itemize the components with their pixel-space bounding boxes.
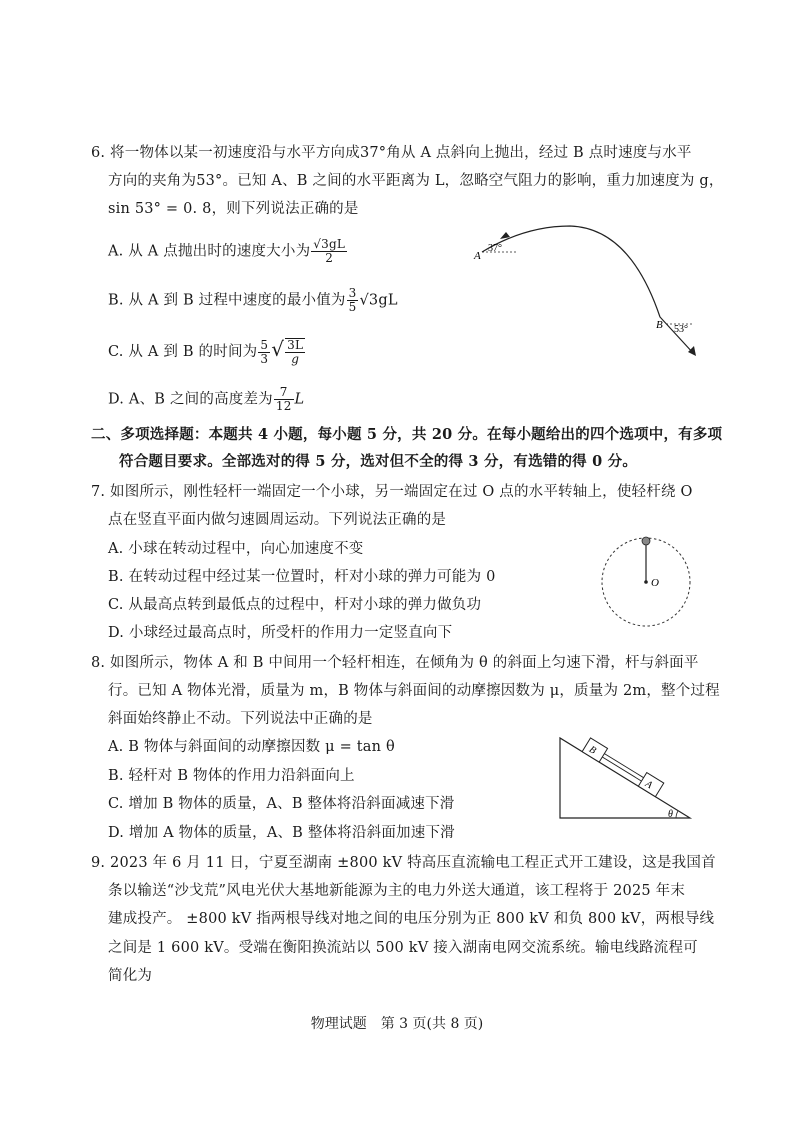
q8-line2: 行。已知 A 物体光滑，质量为 m，B 物体与斜面间的动摩擦因数为 μ，质量为 2m，整个过程: [108, 683, 720, 699]
q6-option-c-denominator: 3: [260, 351, 269, 366]
q6-option-c: [108, 338, 306, 366]
q6-option-d: [108, 386, 304, 413]
q6-label-b: B: [656, 319, 663, 331]
q7-line2: 点在竖直平面内做匀速圆周运动。下列说法正确的是: [108, 512, 447, 528]
q6-line2: 方向的夹角为53°。已知 A、B 之间的水平距离为 L，忽略空气阻力的影响，重力加速度为 g，: [108, 173, 724, 189]
q8-angle-arc: [676, 811, 678, 818]
q7-line1: 7. 如图所示，刚性轻杆一端固定一个小球，另一端固定在过 O 点的水平转轴上，使轻杆绕 O: [91, 484, 693, 500]
q6-option-d-suffix: L: [294, 391, 305, 408]
q6-option-b-fraction: [347, 287, 359, 314]
q9-line1: 9. 2023 年 6 月 11 日，宁夏至湖南 ±800 kV 特高压直流输电工程正式开工建设，这是我国首: [91, 855, 716, 871]
q8-incline-figure: [556, 734, 696, 824]
q6-option-c-fraction: [258, 339, 270, 366]
q6-option-c-root-fraction: [285, 338, 305, 366]
q6-angle-b: 53°: [674, 324, 688, 335]
q7-circular-motion-figure: [598, 532, 694, 632]
q8-light-rod-bottom: [602, 757, 641, 781]
q6-option-c-root-denominator: g: [291, 352, 300, 366]
q6-option-d-denominator: 12: [275, 399, 292, 413]
q7-option-d: D. 小球经过最高点时，所受杆的作用力一定竖直向下: [108, 625, 453, 641]
page-footer: 物理试题 第 3 页(共 8 页): [310, 1016, 484, 1032]
q7-pivot: [644, 580, 648, 584]
q9-line5: 简化为: [108, 968, 153, 984]
q8-line3: 斜面始终静止不动。下列说法中正确的是: [108, 711, 373, 727]
q6-trajectory-curve: [482, 226, 694, 354]
q9-line3: 建成投产。 ±800 kV 指两根导线对地之间的电压分别为正 800 kV 和负 800 kV，两根导线: [108, 911, 715, 927]
q8-line1: 8. 如图所示，物体 A 和 B 中间用一个轻杆相连，在倾角为 θ 的斜面上匀速下滑，杆与斜面平: [91, 655, 699, 671]
q8-label-a: A: [643, 778, 655, 792]
q6-arrow-head-end: [688, 346, 696, 356]
q7-option-c: C. 从最高点转到最低点的过程中，杆对小球的弹力做负功: [108, 597, 482, 613]
q7-ball: [642, 537, 650, 545]
section2-line1: 二、多项选择题：本题共 4 小题，每小题 5 分，共 20 分。在每小题给出的四个选项中，有多项: [91, 426, 723, 443]
q8-label-theta: θ: [668, 809, 673, 820]
q9-line4: 之间是 1 600 kV。受端在衡阳换流站以 500 kV 接入湖南电网交流系统。输电线路流程可: [108, 940, 698, 956]
q6-option-a-denominator: 2: [325, 251, 334, 265]
q6-option-b-root: √3gL: [359, 292, 398, 309]
q8-label-b: B: [586, 744, 598, 757]
q6-option-a: [108, 238, 348, 265]
q6-label-a: A: [474, 250, 481, 262]
q8-option-c: C. 增加 B 物体的质量，A、B 整体将沿斜面减速下滑: [108, 796, 455, 812]
q6-option-c-prefix: C. 从 A 到 B 的时间为: [108, 344, 258, 360]
q7-label-o: O: [651, 577, 659, 589]
q6-option-d-numerator: 7: [274, 386, 294, 400]
section2-line2: 符合题目要求。全部选对的得 5 分，选对但不全的得 3 分，有选错的得 0 分。: [119, 453, 638, 470]
q8-option-d: D. 增加 A 物体的质量，A、B 整体将沿斜面加速下滑: [108, 825, 455, 841]
q8-incline-triangle: [560, 738, 690, 818]
q6-option-b-prefix: B. 从 A 到 B 过程中速度的最小值为: [108, 292, 346, 309]
q6-option-a-numerator: √3gL: [313, 237, 346, 251]
q6-option-b-denominator: 5: [348, 300, 357, 314]
q8-light-rod-top: [604, 754, 643, 778]
q6-angle-a: 37°: [488, 243, 502, 254]
q7-option-b: B. 在转动过程中经过某一位置时，杆对小球的弹力可能为 0: [108, 569, 496, 585]
q6-projectile-figure: [470, 222, 702, 362]
q6-option-d-fraction: [274, 386, 294, 413]
q7-option-a: A. 小球在转动过程中，向心加速度不变: [108, 541, 364, 557]
q6-option-a-fraction: [311, 238, 347, 265]
q6-line3: sin 53° = 0. 8，则下列说法正确的是: [108, 201, 359, 217]
q6-option-c-radical: √: [271, 337, 285, 361]
q6-option-d-prefix: D. A、B 之间的高度差为: [108, 391, 273, 408]
q8-option-a: A. B 物体与斜面间的动摩擦因数 μ = tan θ: [108, 739, 395, 755]
q6-option-c-root-numerator: 3L: [287, 338, 304, 352]
q6-option-b: [108, 287, 398, 314]
q6-option-c-numerator: 5: [260, 337, 269, 352]
q8-option-b: B. 轻杆对 B 物体的作用力沿斜面向上: [108, 768, 355, 784]
q6-option-a-prefix: A. 从 A 点抛出时的速度大小为: [108, 243, 311, 260]
q9-line2: 条以输送“沙戈荒”风电光伏大基地新能源为主的电力外送大通道，该工程将于 2025 年末: [108, 883, 686, 899]
q6-option-b-numerator: 3: [348, 286, 357, 300]
q6-line1: 6. 将一物体以某一初速度沿与水平方向成37°角从 A 点斜向上抛出，经过 B 点时速度与水平: [91, 145, 692, 161]
